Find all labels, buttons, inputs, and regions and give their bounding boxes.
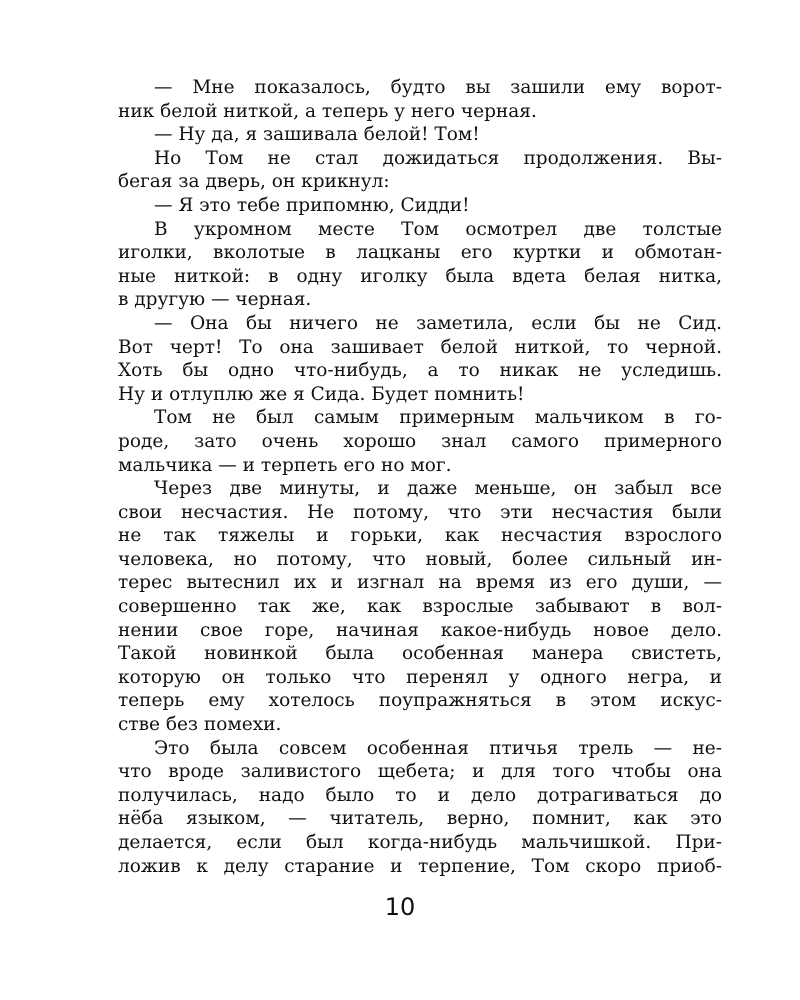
text-line: не так тяжелы и горьки, как несчастия взрослого: [118, 525, 722, 547]
text-line: — Я это тебе припомню, Сидди!: [154, 194, 470, 216]
text-line: — Ну да, я зашивала белой! Том!: [154, 124, 480, 146]
text-line: Том не был самым примерным мальчиком в го-: [154, 407, 722, 429]
text-line: теперь ему хотелось поупражняться в этом искус-: [118, 690, 722, 712]
text-line: что вроде заливистого щебета; и для того чтобы она: [118, 761, 722, 783]
page-number: 10: [384, 893, 416, 921]
text-line: получилась, надо было то и дело дотрагиваться до: [118, 784, 722, 806]
text-line: нении свое горе, начиная какое-нибудь новое дело.: [118, 619, 722, 641]
text-line: иголки, вколотые в лацканы его куртки и обмотан-: [118, 242, 722, 264]
text-line: делается, если был когда-нибудь мальчишкой. При-: [118, 832, 722, 853]
text-line: Но Том не стал дожидаться продолжения. Вы-: [154, 147, 722, 169]
text-line: Хоть бы одно что-нибудь, а то никак не уследишь.: [118, 360, 722, 382]
text-line: ник белой ниткой, а теперь у него черная.: [118, 100, 537, 122]
text-line: ложив к делу старание и терпение, Том скоро приоб-: [118, 855, 722, 877]
text-line: роде, зато очень хорошо знал самого примерного: [118, 430, 722, 452]
text-line: Вот черт! То она зашивает белой ниткой, то черной.: [118, 336, 722, 358]
text-line: — Мне показалось, будто вы зашили ему ворот-: [154, 77, 722, 98]
text-line: ные ниткой: в одну иголку была вдета белая нитка,: [118, 265, 722, 287]
text-line: свои несчастия. Не потому, что эти несчастия были: [118, 501, 722, 523]
text-line: Ну и отлуплю же я Сида. Будет помнить!: [118, 383, 525, 405]
text-line: терес вытеснил их и изгнал на время из его души, —: [118, 572, 722, 594]
text-line: мальчика — и терпеть его но мог.: [118, 454, 452, 476]
text-line: нёба языком, — читатель, верно, помнит, как это: [118, 808, 722, 830]
text-line: в другую — черная.: [118, 289, 312, 311]
text-line: — Она бы ничего не заметила, если бы не Сид.: [154, 312, 722, 334]
text-line: стве без помехи.: [118, 714, 282, 736]
text-line: В укромном месте Том осмотрел две толстые: [154, 218, 722, 240]
text-line: бегая за дверь, он крикнул:: [118, 171, 390, 193]
text-line: совершенно так же, как взрослые забывают в вол-: [118, 596, 722, 618]
text-line: Через две минуты, и даже меньше, он забыл все: [154, 478, 722, 500]
text-line: Такой новинкой была особенная манера свистеть,: [118, 643, 722, 665]
text-line: которую он только что перенял у одного негра, и: [118, 666, 722, 688]
body-text: [118, 76, 722, 878]
text-line: Это была совсем особенная птичья трель — не-: [154, 737, 722, 759]
text-line: человека, но потому, что новый, более сильный ин-: [118, 548, 722, 570]
